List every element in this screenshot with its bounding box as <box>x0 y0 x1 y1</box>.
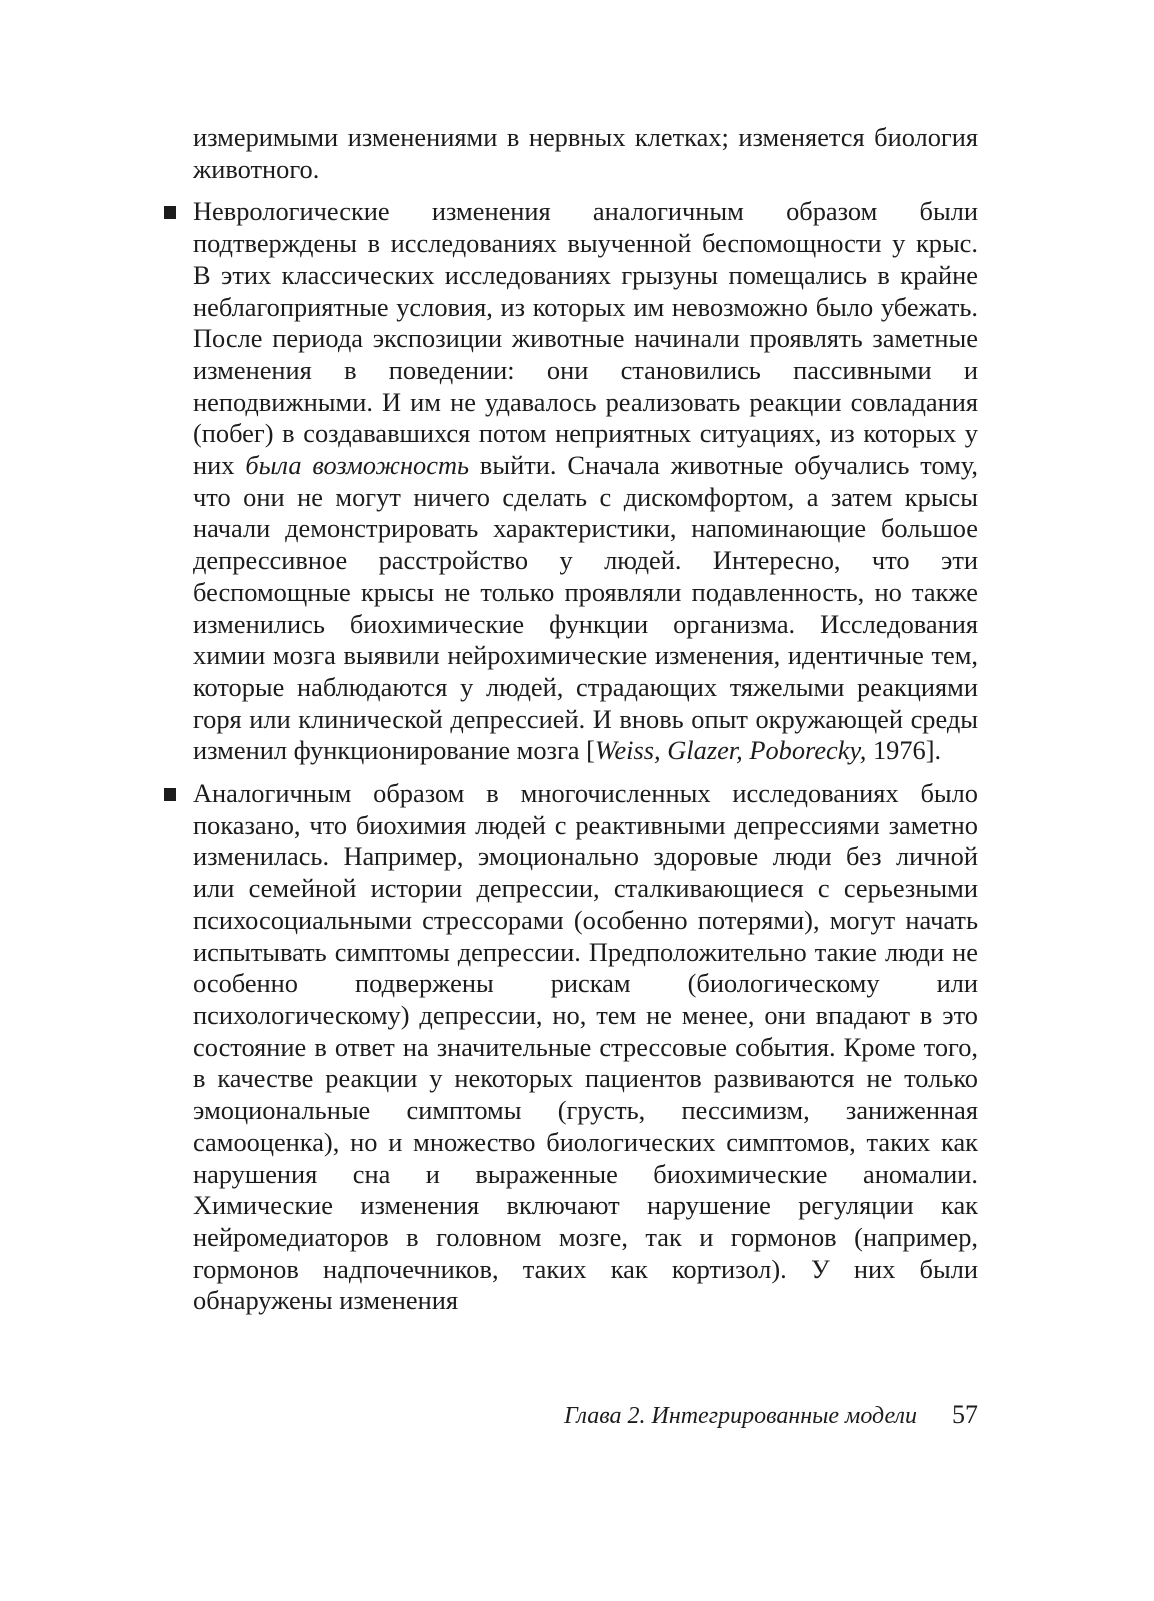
paragraph-text: Неврологические изменения аналогичным образом были подтверждены в исследованиях выученной беспомощности у крыс. В этих классических исследованиях грызуны помещались в крайне неблагоприятные условия, из которых им невозможно было убежать. После периода экспозиции животные начинали проявлять заметные изменения в поведении: они становились пассивными и неподвижными. И им не удавалось реализовать реакции совладания (побег) в создававшихся потом неприятных ситуациях, из которых у них <box>193 196 978 481</box>
page-number: 57 <box>952 1400 978 1429</box>
paragraph-text: выйти. Сначала животные обучались тому, что они не могут ничего сделать с дискомфортом, а затем крысы начали демонстрировать характеристики, напоминающие большое депрессивное расстройство у людей. Интересно, что эти беспомощные крысы не только проявляли подавленность, но также изменились биохимические функции организма. Исследования химии мозга выявили нейрохимические изменения, идентичные тем, которые наблюдаются у людей, страдающих тяжелыми реакциями горя или клинической депрессией. И вновь опыт окружающей среды изменил функционирование мозга [ <box>193 450 978 766</box>
square-bullet-icon <box>164 206 176 219</box>
page-footer <box>193 1400 978 1430</box>
emphasis-text: была возможность <box>245 450 470 481</box>
list-item <box>193 778 978 1317</box>
continuation-paragraph: измеримыми изменениями в нервных клетках; изменяется биология животного. <box>193 122 978 184</box>
square-bullet-icon <box>164 788 176 801</box>
bullet-paragraph <box>193 196 978 767</box>
citation-authors: Weiss, Glazer, Poborecky, <box>594 735 867 766</box>
citation-year: 1976]. <box>866 735 942 766</box>
running-head: Глава 2. Интегрированные модели <box>564 1403 917 1429</box>
bullet-paragraph: Аналогичным образом в многочисленных исследованиях было показано, что биохимия людей с реактивными депрессиями заметно изменилась. Например, эмоционально здоровые люди без личной или семейной истории депрессии, сталкивающиеся с серьезными психосоциальными стрессорами (особенно потерями), могут начать испытывать симптомы депрессии. Предположительно такие люди не особенно подвержены рискам (биологическому или психологическому) депрессии, но, тем не менее, они впадают в это состояние в ответ на значительные стрессовые события. Кроме того, в качестве реакции у некоторых пациентов развиваются не только эмоциональные симптомы (грусть, пессимизм, заниженная самооценка), но и множество биологических симптомов, таких как нарушения сна и выраженные биохимические аномалии. Химические изменения включают нарушение регуляции как нейромедиаторов в головном мозге, так и гормонов (например, гормонов надпочечников, таких как кортизол). У них были обнаружены изменения <box>193 778 978 1316</box>
list-item <box>193 196 978 767</box>
page-body <box>193 122 978 1317</box>
